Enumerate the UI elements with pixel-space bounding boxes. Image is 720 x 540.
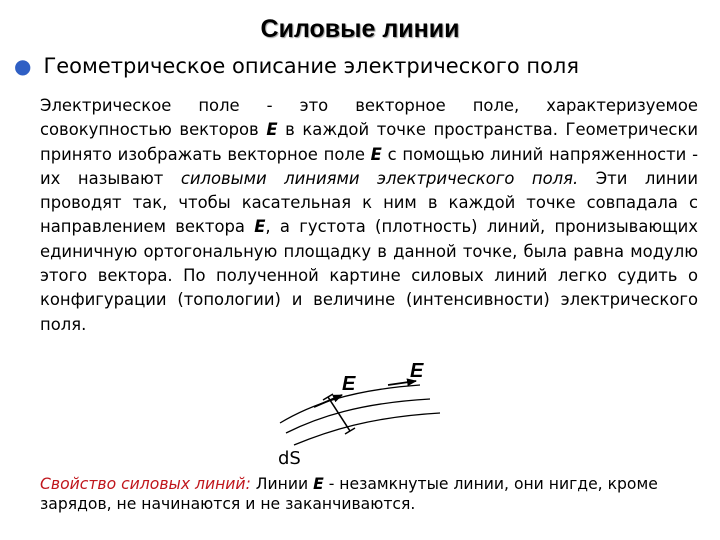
property-note xyxy=(40,474,700,514)
term-field-lines: силовыми линиями электрического поля. xyxy=(180,168,579,188)
bullet-dot-icon: ● xyxy=(14,54,32,78)
ds-cap-bottom xyxy=(345,428,355,434)
area-element-ds xyxy=(328,397,350,431)
note-text-1: Линии xyxy=(250,475,314,493)
slide-title: Силовые линии xyxy=(260,15,460,43)
body-text-1: Электрическое поле - это векторное поле, характеризуемое совокупностью векторов xyxy=(40,96,698,140)
label-ds: dS xyxy=(278,448,301,469)
bullet-heading xyxy=(14,54,579,78)
vector-e-symbol: E xyxy=(370,144,382,164)
vector-e-symbol: E xyxy=(266,120,278,140)
body-text-3: с помощью линий напряженности - их называют xyxy=(40,144,698,188)
label-e-left: E xyxy=(342,373,356,395)
label-e-right: E xyxy=(410,360,424,382)
vector-e-symbol: E xyxy=(254,217,266,237)
field-lines-diagram xyxy=(270,355,460,450)
vector-e-symbol: E xyxy=(313,475,324,493)
note-text-2: - незамкнутые линии, они нигде, кроме зарядов, не начинаются и не заканчиваются. xyxy=(40,475,658,513)
body-text-5: , а густота (плотность) линий, пронизывающих единичную ортогональную площадку в данной точке, была равна модулю этого вектора. По полученной картине силовых линий легко судить о конфигурации (топологии) и величине (интенсивности) электрического поля. xyxy=(40,217,698,334)
body-text-4: Эти линии проводят так, чтобы касательная к ним в каждой точке совпадала с направлением вектора xyxy=(40,168,698,237)
body-text-2: в каждой точке пространства. Геометрически принято изображать векторное поле xyxy=(40,120,698,164)
body-paragraph xyxy=(40,94,698,337)
note-lead: Свойство силовых линий: xyxy=(40,475,251,493)
bullet-heading-text: Геометрическое описание электрического поля xyxy=(43,54,579,78)
field-line-3 xyxy=(294,413,440,445)
